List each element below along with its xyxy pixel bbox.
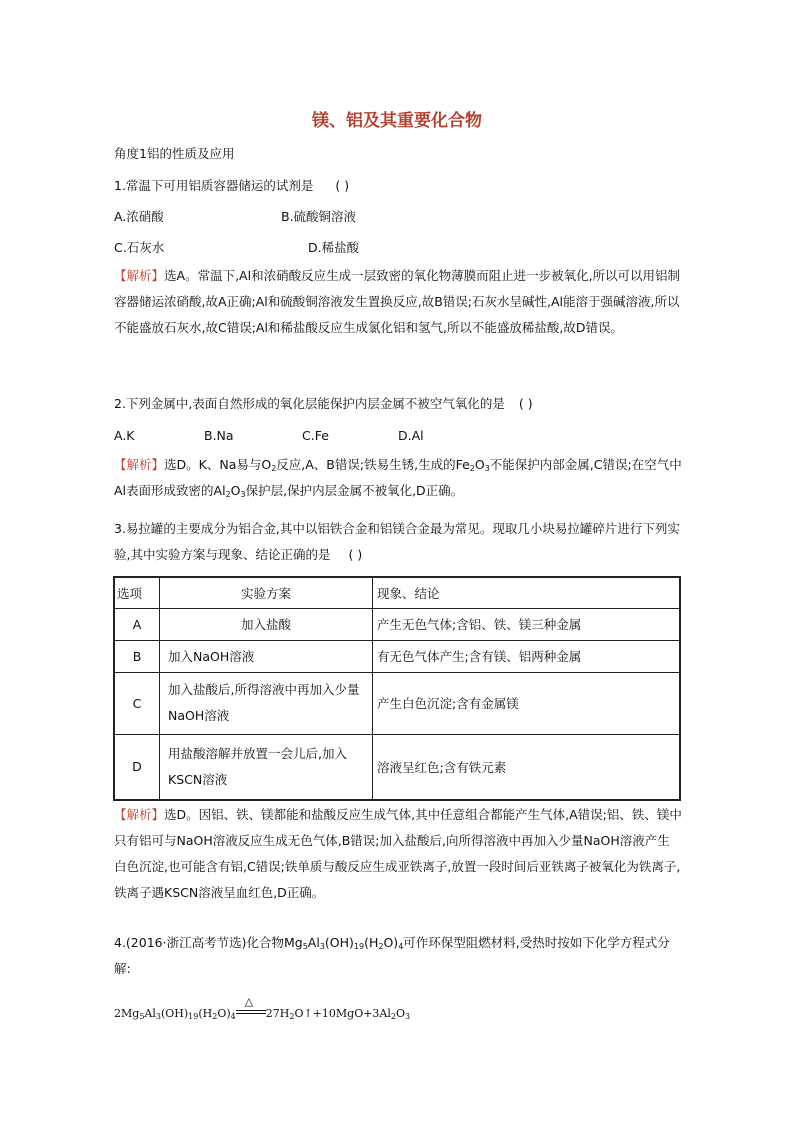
delta-icon: △ [244, 995, 254, 1008]
table-cell: 加入盐酸后,所得溶液中再加入少量NaOH溶液 [160, 672, 373, 734]
subscript: 3 [319, 942, 325, 951]
table-row [114, 640, 680, 672]
analysis-tag: 【解析】 [114, 268, 165, 283]
table-row [114, 672, 680, 734]
table-header-cell: 选项 [114, 577, 160, 608]
table-cell: 产生无色气体;含铝、铁、镁三种金属 [373, 608, 681, 640]
subscript: 19 [188, 1012, 199, 1021]
subscript: 2 [225, 490, 231, 499]
table-cell: B [114, 640, 160, 672]
subscript: 2 [212, 1012, 218, 1021]
question-2-blank: ( ) [518, 396, 533, 411]
table-cell: A [114, 608, 160, 640]
equation-text: O) [217, 1007, 231, 1020]
question-3-text: 3.易拉罐的主要成分为铝合金,其中以铝铁合金和铝镁合金最为常见。现取几小块易拉罐碎片进行下列实验,其中实验方案与现象、结论正确的是 [114, 521, 680, 562]
question-1-option-b: B.硫酸铜溶液 [281, 209, 357, 224]
question-1-stem [114, 178, 349, 194]
analysis-text: O [230, 483, 241, 498]
subscript: 4 [398, 942, 404, 951]
subscript: 2 [469, 464, 475, 473]
equation-text: Al [144, 1007, 156, 1020]
question-2-option-a: A.K [114, 428, 135, 443]
subscript: 5 [139, 1012, 145, 1021]
subscript: 3 [484, 464, 490, 473]
table-cell: 产生白色沉淀;含有金属镁 [373, 672, 681, 734]
analysis-text: O [474, 457, 485, 472]
question-1-option-c: C.石灰水 [114, 240, 165, 255]
analysis-text: 选A。常温下,Al和浓硝酸反应生成一层致密的氧化物薄膜而阻止进一步被氧化,所以可以用铝制容器储运浓硝酸,故A正确;Al和硫酸铜溶液发生置换反应,故B错误;石灰水呈碱性,Al能溶于强碱溶液,所以不能盛放石灰水,故C错误;Al和稀盐酸反应生成氯化铝和氢气,所以不能盛放稀盐酸,故D错误。 [114, 268, 681, 335]
question-4-text: Al [307, 935, 320, 950]
analysis-text: 反应,A、B错误;铁易生锈,生成的Fe [276, 457, 470, 472]
table-cell: 加入NaOH溶液 [160, 640, 373, 672]
table-cell: 有无色气体产生;含有镁、铝两种金属 [373, 640, 681, 672]
question-3-stem [114, 516, 682, 568]
analysis-text: 保护层,保护内层金属不被氧化,D正确。 [245, 483, 464, 498]
question-3-blank: ( ) [348, 547, 363, 562]
question-4-text: (H [364, 935, 379, 950]
question-2-stem [114, 396, 533, 412]
question-1-text: 1.常温下可用铝质容器储运的试剂是 [114, 178, 314, 193]
page-title: 镁、铝及其重要化合物 [312, 111, 482, 131]
subscript: 19 [353, 942, 365, 951]
question-4-text: O) [383, 935, 399, 950]
question-1-option-a: A.浓硝酸 [114, 209, 164, 224]
table-header-cell: 现象、结论 [373, 577, 681, 608]
subscript: 2 [390, 1012, 396, 1021]
question-4-text: 可作环保型阻燃材料,受热时按如下化学方程式分解: [114, 935, 670, 976]
subscript: 3 [240, 490, 246, 499]
subscript: 2 [271, 464, 277, 473]
table-row [114, 608, 680, 640]
equation-text: O [395, 1007, 406, 1020]
section-heading: 角度1铝的性质及应用 [114, 146, 235, 161]
question-4-stem [114, 930, 682, 982]
chemical-equation [114, 995, 411, 1021]
question-4-text: (OH) [324, 935, 354, 950]
analysis-tag: 【解析】 [114, 457, 165, 472]
analysis-text: 不能保护内部金属,C错误;在空气中Al表面形成致密的Al [114, 457, 682, 498]
equation-text: (OH) [160, 1007, 189, 1020]
table-cell: D [114, 734, 160, 800]
question-2-option-c: C.Fe [302, 428, 329, 443]
table-header-cell: 实验方案 [160, 577, 373, 608]
analysis-text: 选D。因铝、铁、镁都能和盐酸反应生成气体,其中任意组合都能产生气体,A错误;铝、铁、镁中只有铝可与NaOH溶液反应生成无色气体,B错误;加入盐酸后,向所得溶液中再加入少量NaOH溶液产生白色沉淀,也可能含有铝,C错误;铁单质与酸反应生成亚铁离子,放置一段时间后亚铁离子被氧化为铁离子,铁离子遇KSCN溶液呈血红色,D正确。 [114, 807, 682, 900]
table-cell: 加入盐酸 [160, 608, 373, 640]
equation-text: O↑+10MgO+3Al [294, 1007, 391, 1020]
equation-text: (H [198, 1007, 213, 1020]
table-cell: 溶液呈红色;含有铁元素 [373, 734, 681, 800]
equation-text: 27H [265, 1007, 290, 1020]
table-cell: 用盐酸溶解并放置一会儿后,加入KSCN溶液 [160, 734, 373, 800]
analysis-tag: 【解析】 [114, 807, 165, 822]
heat-condition-sign [236, 995, 266, 1019]
question-4-text: 4.(2016·浙江高考节选)化合物Mg [114, 935, 303, 950]
subscript: 5 [302, 942, 308, 951]
analysis-text: 选D。K、Na易与O [164, 457, 272, 472]
table-header-row [114, 577, 680, 608]
question-1-blank: ( ) [335, 178, 350, 193]
table-cell: C [114, 672, 160, 734]
table-row [114, 734, 680, 800]
subscript: 3 [405, 1012, 411, 1021]
subscript: 2 [289, 1012, 295, 1021]
subscript: 4 [230, 1012, 236, 1021]
experiment-table [113, 576, 681, 801]
equation-text: 2Mg [114, 1007, 140, 1020]
subscript: 2 [378, 942, 384, 951]
subscript: 3 [155, 1012, 161, 1021]
question-3-analysis [114, 802, 682, 906]
question-2-text: 2.下列金属中,表面自然形成的氧化层能保护内层金属不被空气氧化的是 [114, 396, 505, 411]
question-1-option-d: D.稀盐酸 [308, 240, 360, 255]
question-2-option-d: D.Al [398, 428, 424, 443]
question-2-option-b: B.Na [204, 428, 234, 443]
question-1-analysis [114, 263, 682, 341]
question-2-analysis [114, 452, 682, 504]
